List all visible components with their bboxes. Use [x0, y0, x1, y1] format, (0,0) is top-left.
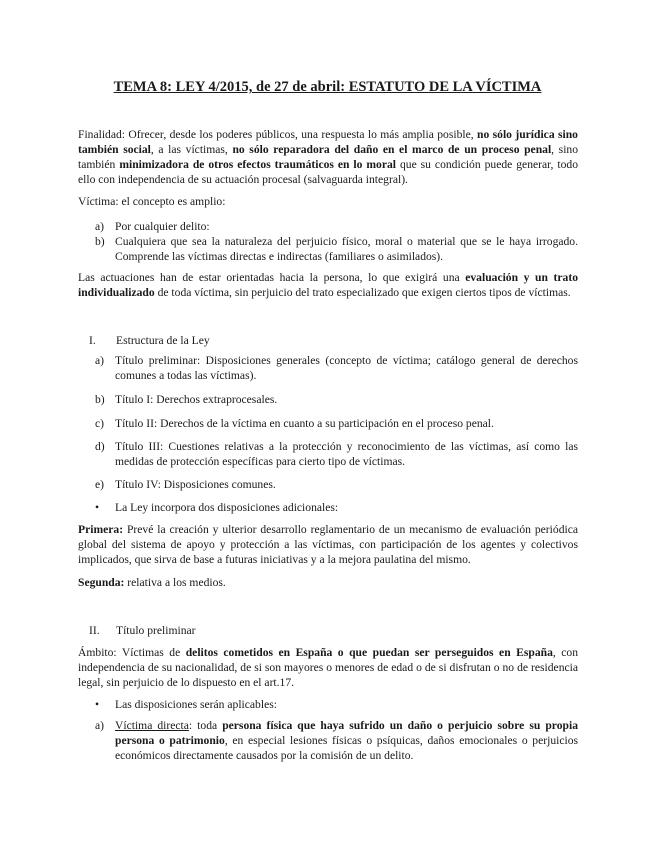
list-item-victima-directa — [95, 718, 578, 763]
section-heading-estructura — [89, 333, 210, 348]
ambito-paragraph — [78, 645, 578, 690]
segunda-label: Segunda: — [78, 576, 125, 589]
list-item — [95, 439, 578, 469]
actuaciones-bold-1: evaluación y un trato individualizado — [78, 271, 578, 299]
finalidad-text-1: Finalidad: Ofrecer, desde los poderes públicos, una respuesta lo más amplia posible, — [78, 128, 478, 141]
list-marker: b) — [95, 393, 105, 406]
finalidad-text-4: que su condición puede generar, todo ello con independencia de su actuación procesal (salvaguarda integral). — [78, 158, 579, 186]
victima-intro: Víctima: el concepto es amplio: — [78, 195, 226, 208]
list-item — [95, 219, 578, 234]
bullet-item-text: Las disposiciones serán aplicables: — [115, 698, 277, 711]
bullet-marker: • — [95, 501, 100, 514]
section-marker: II. — [89, 624, 100, 637]
finalidad-text-3: , sino también — [78, 143, 579, 171]
section-heading-titulo-preliminar — [89, 623, 196, 638]
list-marker: e) — [95, 478, 105, 491]
list-item — [95, 392, 578, 407]
ambito-bold-1: delitos cometidos en España o que puedan ser perseguidos en España — [185, 646, 553, 659]
section-marker: I. — [89, 334, 96, 347]
list-item-text — [115, 718, 578, 763]
segunda-paragraph — [78, 575, 578, 590]
bullet-item — [95, 697, 578, 712]
list-item-text: Título preliminar: Disposiciones generales (concepto de víctima; catálogo general de derechos comunes a todas las víctimas). — [115, 354, 578, 382]
finalidad-bold-1: no sólo jurídica sino también social — [78, 128, 578, 156]
list-item — [95, 416, 578, 431]
victima-directa-term: Víctima directa — [115, 719, 189, 732]
list-marker: a) — [95, 719, 105, 732]
list-item-text: Título II: Derechos de la víctima en cuanto a su participación en el proceso penal. — [115, 417, 494, 430]
finalidad-bold-3: minimizadora de otros efectos traumáticos en lo moral — [119, 158, 397, 171]
ambito-text-1: Ámbito: Víctimas de — [78, 646, 186, 659]
list-item-text: Por cualquier delito: — [115, 220, 210, 233]
finalidad-bold-2: no sólo reparadora del daño en el marco de un proceso penal — [232, 143, 552, 156]
document-title: TEMA 8: LEY 4/2015, de 27 de abril: ESTATUTO DE LA VÍCTIMA — [113, 79, 542, 95]
list-marker: b) — [95, 235, 105, 248]
directa-text-1: : toda — [188, 719, 223, 732]
primera-label: Primera: — [78, 523, 124, 536]
list-item-text: Título IV: Disposiciones comunes. — [115, 478, 276, 491]
directa-bold-1: persona física que haya sufrido un daño o perjuicio sobre su propia persona o patrimonio — [115, 719, 578, 747]
finalidad-text-2: , a las víctimas, — [150, 143, 233, 156]
actuaciones-paragraph — [78, 270, 578, 300]
bullet-marker: • — [95, 698, 100, 711]
list-item — [95, 477, 578, 492]
list-marker: a) — [95, 354, 105, 367]
primera-text: Prevé la creación y ulterior desarrollo reglamentario de un mecanismo de evaluación periódica global del sistema de apoyo y protección a las víctimas, con participación de los agentes y colectivos implicados, que sirva de base a futuras iniciativas y a la mejora paulatina del mismo. — [78, 523, 578, 566]
actuaciones-text-2: de toda víctima, sin perjuicio del trato especializado que exigen ciertos tipos de víctimas. — [154, 286, 571, 299]
list-marker: a) — [95, 220, 105, 233]
list-item — [95, 234, 578, 264]
list-marker: c) — [95, 417, 105, 430]
directa-text-2: , en especial lesiones físicas o psíquicas, daños emocionales o perjuicios económicos directamente causados por la comisión de un delito. — [115, 734, 579, 762]
section-title: Estructura de la Ley — [116, 334, 210, 347]
finalidad-paragraph — [78, 127, 578, 187]
list-item — [95, 353, 578, 383]
bullet-item-text: La Ley incorpora dos disposiciones adicionales: — [115, 501, 339, 514]
list-item-text: Cualquiera que sea la naturaleza del perjuicio físico, moral o material que se le haya irrogado. Comprende las víctimas directas e indirectas (familiares o asimilados). — [115, 235, 578, 263]
actuaciones-text-1: Las actuaciones han de estar orientadas hacia la persona, lo que exigirá una — [78, 271, 466, 284]
ambito-text-2: , con independencia de su nacionalidad, de si son mayores o menores de edad o de si disfrutan o no de residencia legal, sin perjuicio de lo dispuesto en el art.17. — [78, 646, 579, 689]
list-item-text: Título III: Cuestiones relativas a la protección y reconocimiento de las víctimas, así como las medidas de protección específicas para cierto tipo de víctimas. — [115, 440, 578, 468]
list-item-text: Título I: Derechos extraprocesales. — [115, 393, 278, 406]
list-marker: d) — [95, 440, 105, 453]
section-title: Título preliminar — [116, 624, 196, 637]
primera-paragraph — [78, 522, 578, 567]
segunda-text: relativa a los medios. — [124, 576, 226, 589]
bullet-item — [95, 500, 578, 515]
